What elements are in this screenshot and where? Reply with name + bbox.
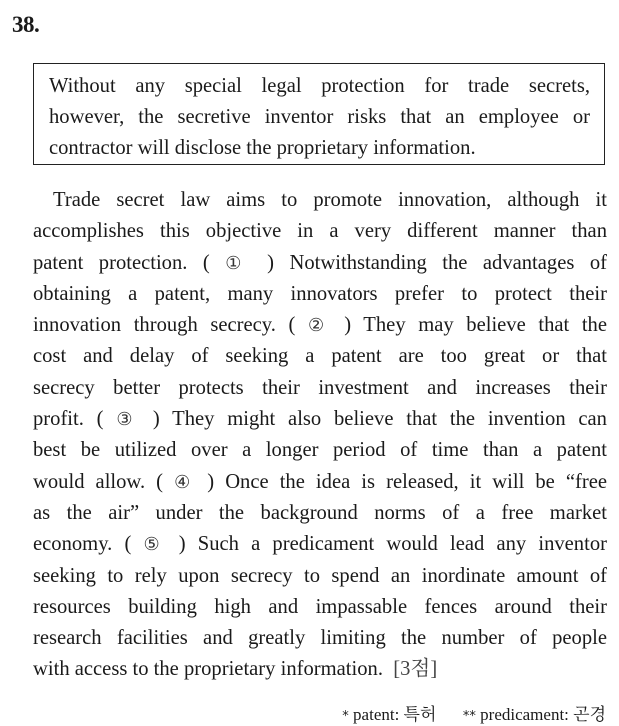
passage-text: ) Such a predicament would lead any inventor	[178, 533, 607, 556]
passage-line: secrecy better protects their investment and increases their	[33, 376, 607, 399]
passage-text: ) Notwithstanding the advantages of	[267, 251, 607, 274]
insertion-marker-3: ③	[116, 409, 141, 431]
passage-line: resources building high and impassable fences around their	[33, 595, 607, 618]
footnote-marker: *	[342, 709, 349, 724]
passage-text: economy. (	[33, 533, 132, 556]
passage-text: profit. (	[33, 408, 104, 431]
passage-text: ) They may believe that the	[344, 314, 607, 337]
footnote-patent: patent: 특허	[353, 705, 437, 724]
question-number: 38.	[12, 12, 40, 37]
footnote-predicament: predicament: 곤경	[480, 705, 606, 724]
passage-line: best be utilized over a longer period of time than a patent	[33, 439, 607, 462]
passage-text: with access to the proprietary information.	[33, 658, 383, 681]
passage-line: cost and delay of seeking a patent are too great or that	[33, 345, 607, 368]
passage	[33, 185, 607, 686]
footnote-marker: **	[462, 709, 476, 724]
given-sentence-line: contractor will disclose the proprietary information.	[49, 137, 476, 159]
passage-line	[33, 248, 607, 279]
passage-text: ) They might also believe that the invention can	[152, 408, 607, 431]
footnotes	[342, 700, 606, 725]
passage-line: research facilities and greatly limiting the number of people	[33, 627, 607, 650]
insertion-marker-1: ①	[225, 252, 252, 274]
given-sentence-line: Without any special legal protection for trade secrets,	[49, 75, 590, 97]
passage-line	[33, 404, 607, 435]
insertion-marker-4: ④	[174, 471, 197, 493]
points-label: [3점]	[393, 658, 438, 681]
passage-text: would allow. (	[33, 470, 164, 493]
passage-line: obtaining a patent, many innovators prefer to protect their	[33, 282, 607, 305]
passage-line: seeking to rely upon secrecy to spend an inordinate amount of	[33, 564, 607, 587]
passage-line	[33, 310, 607, 341]
passage-text: ) Once the idea is released, it will be “free	[207, 470, 608, 493]
insertion-marker-5: ⑤	[143, 534, 167, 556]
given-sentence-box	[33, 63, 605, 165]
insertion-marker-2: ②	[307, 315, 332, 337]
passage-line: as the air” under the background norms of a free market	[33, 501, 607, 524]
passage-line	[33, 529, 607, 560]
given-sentence-line: however, the secretive inventor risks that an employee or	[49, 106, 590, 128]
passage-line: accomplishes this objective in a very different manner than	[33, 220, 607, 243]
passage-text: innovation through secrecy. (	[33, 314, 296, 337]
passage-line	[33, 654, 607, 685]
passage-line: Trade secret law aims to promote innovation, although it	[53, 189, 607, 211]
passage-text: patent protection. (	[33, 251, 210, 274]
passage-line	[33, 467, 607, 498]
